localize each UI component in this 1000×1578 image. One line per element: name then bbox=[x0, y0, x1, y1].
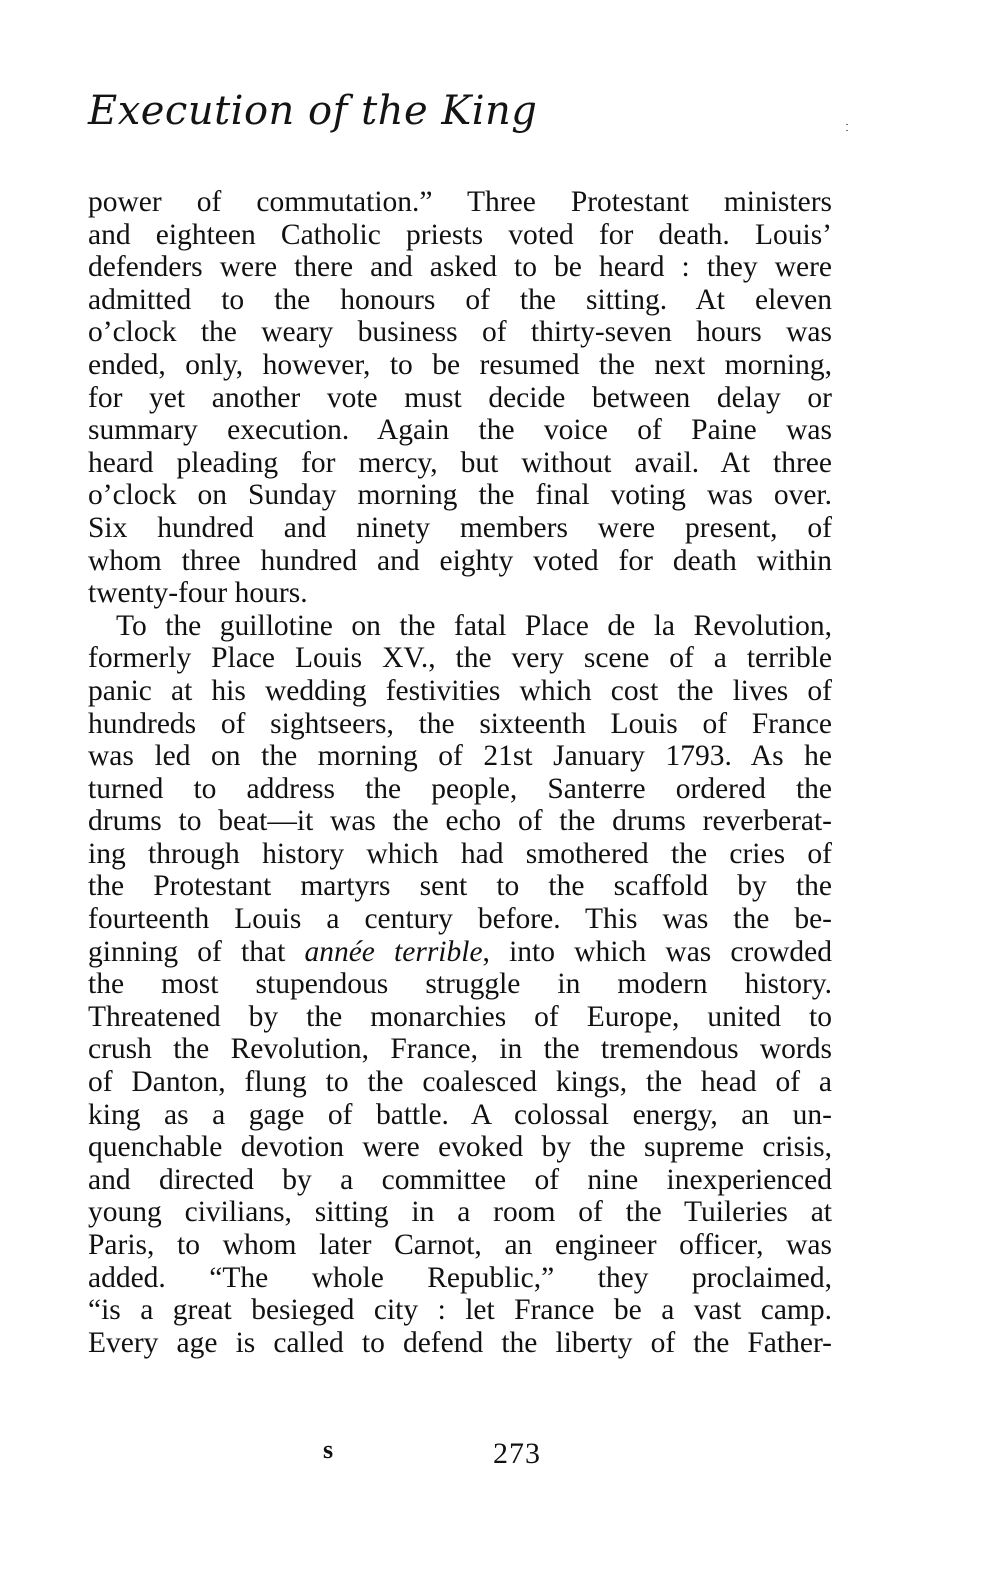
text-line: summary execution. Again the voice of Paine was bbox=[88, 414, 832, 447]
text-line: the Protestant martyrs sent to the scaffold by the bbox=[88, 870, 832, 903]
text-line-with-italic bbox=[88, 936, 832, 969]
signature-mark: s bbox=[323, 1435, 334, 1464]
text-line: the most stupendous struggle in modern history. bbox=[88, 968, 832, 1001]
text-line: power of commutation.” Three Protestant ministers bbox=[88, 186, 832, 218]
text-line: “is a great besieged city : let France be a vast camp. bbox=[88, 1294, 832, 1327]
text-line: quenchable devotion were evoked by the supreme crisis, bbox=[88, 1131, 832, 1164]
text-line: panic at his wedding festivities which cost the lives of bbox=[88, 674, 832, 707]
text-line: o’clock the weary business of thirty-seven hours was bbox=[88, 316, 832, 349]
italic-phrase-annee-terrible: année terrible bbox=[304, 935, 483, 968]
page-footer bbox=[0, 1435, 1000, 1475]
text-line: fourteenth Louis a century before. This was the be- bbox=[88, 903, 832, 936]
text-line: o’clock on Sunday morning the final voting was over. bbox=[88, 479, 832, 512]
text-line: added. “The whole Republic,” they proclaimed, bbox=[88, 1261, 832, 1294]
text-line: crush the Revolution, France, in the tremendous words bbox=[88, 1033, 832, 1066]
paragraph-2 bbox=[88, 610, 832, 1360]
text-line: of Danton, flung to the coalesced kings, the head of a bbox=[88, 1066, 832, 1099]
text-line: for yet another vote must decide between delay or bbox=[88, 381, 832, 414]
text-segment: , into which was crowded bbox=[482, 935, 832, 968]
text-line: and eighteen Catholic priests voted for death. Louis’ bbox=[88, 218, 832, 251]
text-line: Every age is called to defend the liberty of the Father- bbox=[88, 1326, 832, 1359]
body-text bbox=[88, 186, 832, 1359]
text-line: ended, only, however, to be resumed the next morning, bbox=[88, 348, 832, 381]
text-line: To the guillotine on the fatal Place de la Revolution, bbox=[116, 609, 832, 642]
text-line: whom three hundred and eighty voted for death within bbox=[88, 544, 832, 577]
text-line: Six hundred and ninety members were present, of bbox=[88, 511, 832, 544]
text-line: Threatened by the monarchies of Europe, united to bbox=[88, 1000, 832, 1033]
text-line: and directed by a committee of nine inexperienced bbox=[88, 1163, 832, 1196]
text-line: twenty-four hours. bbox=[88, 577, 308, 610]
text-line: hundreds of sightseers, the sixteenth Louis of France bbox=[88, 707, 832, 740]
text-line: ing through history which had smothered the cries of bbox=[88, 837, 832, 870]
paragraph-1 bbox=[88, 186, 832, 610]
text-line: turned to address the people, Santerre ordered the bbox=[88, 772, 832, 805]
text-line: formerly Place Louis XV., the very scene of a terrible bbox=[88, 642, 832, 675]
text-segment: ginning of that bbox=[88, 935, 305, 968]
text-line: admitted to the honours of the sitting. At eleven bbox=[88, 283, 832, 316]
page-number: 273 bbox=[493, 1437, 541, 1470]
text-line: was led on the morning of 21st January 1793. As he bbox=[88, 740, 832, 773]
running-head-title: Execution of the King bbox=[88, 88, 538, 134]
text-line: Paris, to whom later Carnot, an engineer officer, was bbox=[88, 1229, 832, 1261]
text-line: drums to beat—it was the echo of the drums reverberat- bbox=[88, 805, 832, 838]
text-line: king as a gage of battle. A colossal energy, an un- bbox=[88, 1098, 832, 1131]
text-line: defenders were there and asked to be heard : they were bbox=[88, 251, 832, 284]
text-line: young civilians, sitting in a room of the Tuileries at bbox=[88, 1196, 832, 1229]
text-line: heard pleading for mercy, but without avail. At three bbox=[88, 446, 832, 479]
scan-speck-mark bbox=[846, 124, 848, 131]
